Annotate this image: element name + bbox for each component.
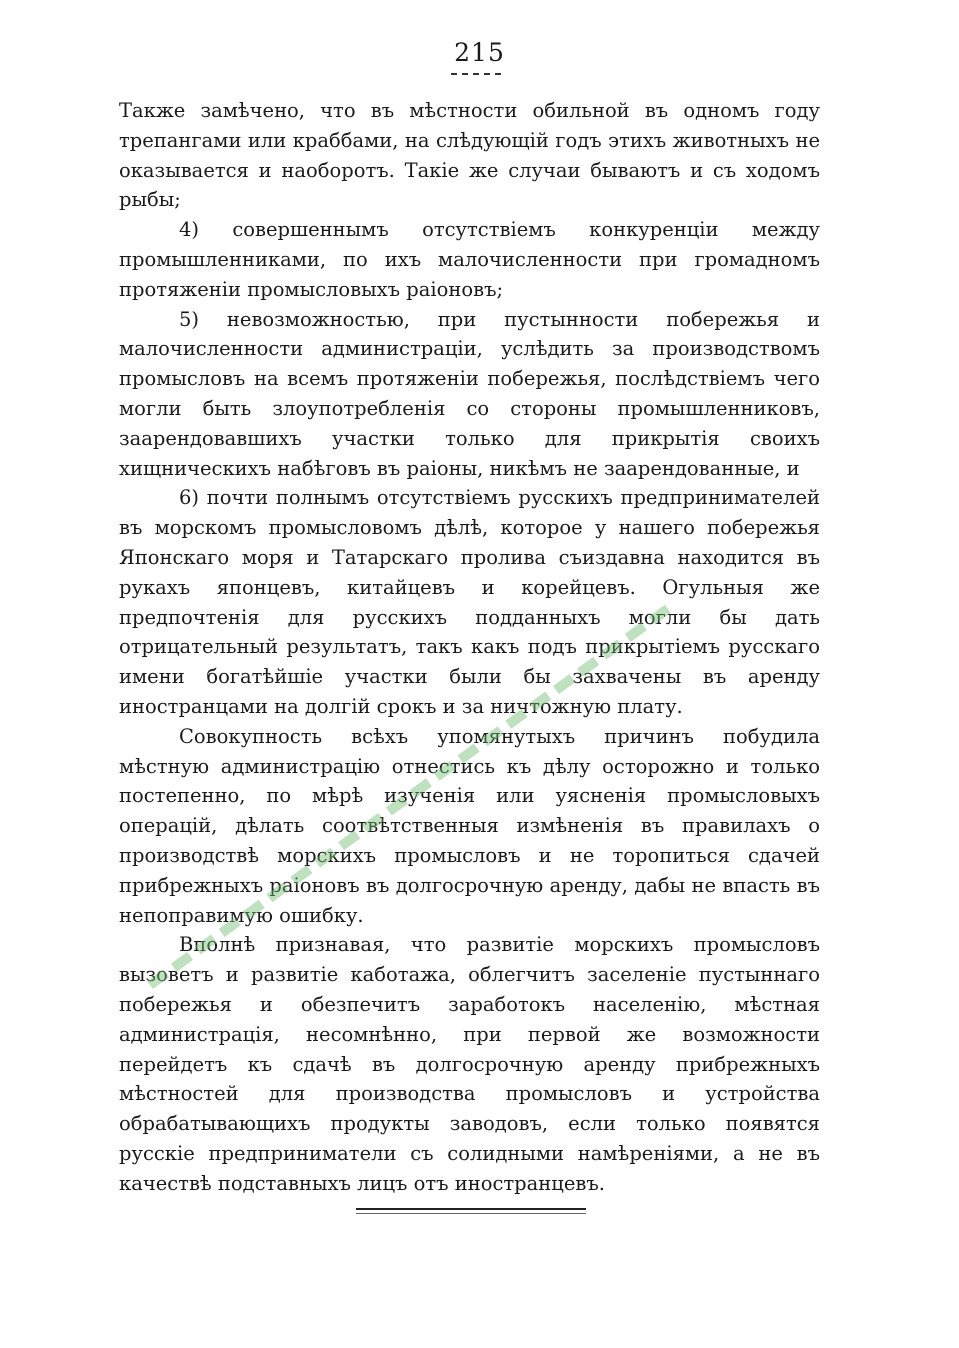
page-number: 215 <box>454 38 505 67</box>
body-text <box>119 96 820 1198</box>
paragraph-1: Также замѣчено, что въ мѣстности обильной въ одномъ году трепангами или краббами, на слѣдующій годъ этихъ животныхъ не оказывается и наоборотъ. Такіе же случаи бываютъ и съ ходомъ рыбы; <box>119 99 820 212</box>
end-rule <box>356 1208 586 1210</box>
end-rule-thin <box>356 1213 586 1214</box>
paragraph-5: Совокупность всѣхъ упомянутыхъ причинъ побудила мѣстную администрацію отнестись къ дѣлу осторожно и только постепенно, по мѣрѣ изученія или уясненія промысловыхъ операцій, дѣлать соотвѣтственныя измѣненія въ правилахъ о производствѣ морскихъ промысловъ и не торопиться сдачей прибрежныхъ раіоновъ въ долгосрочную аренду, дабы не впасть въ непоправимую ошибку. <box>119 724 820 927</box>
paragraph-4: 6) почти полнымъ отсутствіемъ русскихъ предпринимателей въ морскомъ промысловомъ дѣлѣ, которое у нашего побережья Японскаго моря и Татарскаго пролива съиздавна находится въ рукахъ японцевъ, китайцевъ и корейцевъ. Огульныя же предпочтенія для русскихъ подданныхъ могли бы дать отрицательный результатъ, такъ какъ подъ прикрытіемъ русскаго имени богатѣйшіе участки были бы захвачены въ аренду иностранцами на долгій срокъ и за ничтожную плату. <box>119 486 820 718</box>
page-number-rule <box>451 73 501 75</box>
paragraph-6: Вполнѣ признавая, что развитіе морскихъ промысловъ вызоветъ и развитіе каботажа, облегчитъ заселеніе пустыннаго побережья и обезпечитъ заработокъ населенію, мѣстная администрація, несомнѣнно, при первой же возможности перейдетъ къ сдачѣ въ долгосрочную аренду прибрежныхъ мѣстностей для производства промысловъ и устройства обрабатывающихъ продукты заводовъ, если только появятся русскіе предприниматели съ солидными намѣреніями, а не въ качествѣ подставныхъ лицъ отъ иностранцевъ. <box>119 933 820 1195</box>
paragraph-3: 5) невозможностью, при пустынности побережья и малочисленности администраціи, услѣдить за производствомъ промысловъ на всемъ протяженіи побережья, послѣдствіемъ чего могли быть злоупотребленія со стороны промышленниковъ, заарендовавшихъ участки только для прикрытія своихъ хищническихъ набѣговъ въ раіоны, никѣмъ не заарендованные, и <box>119 307 820 480</box>
paragraph-2: 4) совершеннымъ отсутствіемъ конкуренціи между промышленниками, по ихъ малочисленности при громадномъ протяженіи промысловыхъ раіоновъ; <box>119 218 820 301</box>
